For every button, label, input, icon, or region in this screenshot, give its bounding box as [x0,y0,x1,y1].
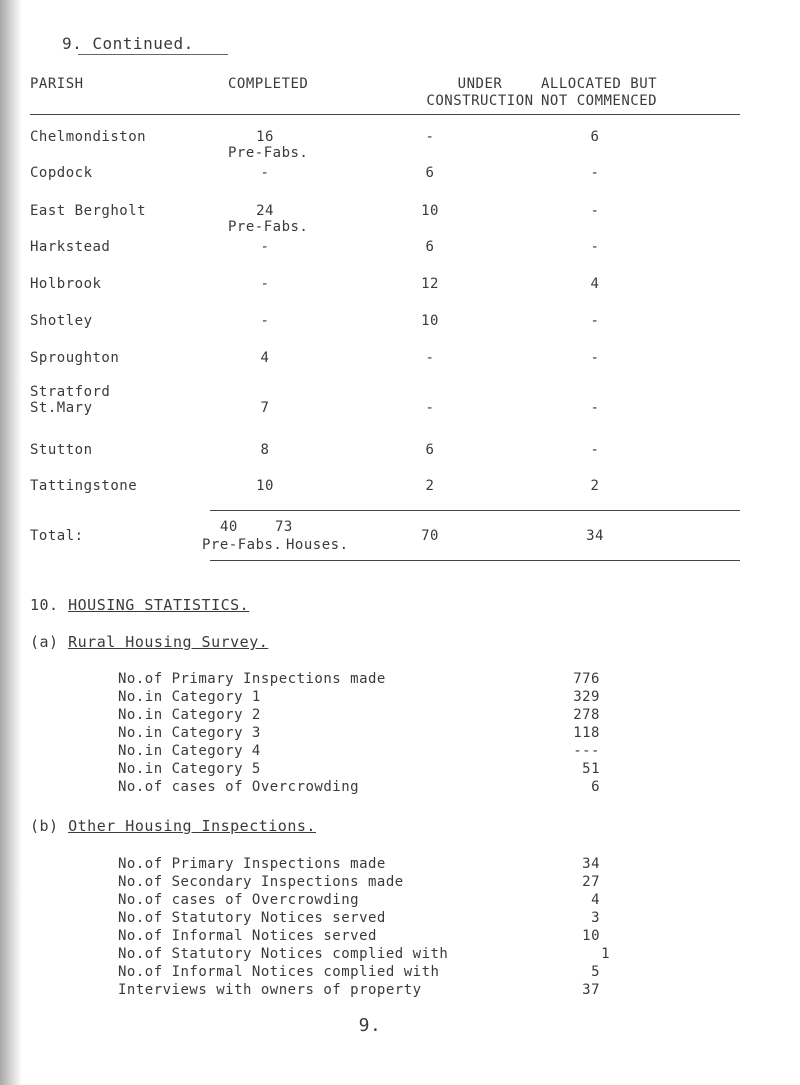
column-header-completed: COMPLETED [228,76,309,92]
row-parish: Holbrook [30,276,102,292]
list-item-text: No.of Informal Notices served [118,928,377,944]
row-completed: 10 [256,478,274,494]
total-allocated: 34 [586,528,604,544]
row-allocated: 6 [590,129,600,145]
row-allocated: 2 [590,478,600,494]
row-parish: Tattingstone [30,478,138,494]
row-completed: 24 [256,203,274,219]
row-allocated: - [590,165,600,181]
row-note: Pre-Fabs. [228,145,309,161]
total-prefabs-label: Pre-Fabs. [202,537,283,553]
list-item-value: 118 [573,725,600,741]
other-inspections-heading [30,817,316,835]
column-header-allocated-2: NOT COMMENCED [541,93,658,109]
row-under: 6 [425,239,435,255]
row-allocated: - [590,350,600,366]
row-under: 12 [421,276,439,292]
list-item-value: 34 [582,856,600,872]
total-prefabs-count: 40 [220,519,238,535]
row-allocated: - [590,313,600,329]
rural-survey-label: (a) [30,633,59,651]
list-item-text: No.of Statutory Notices complied with [118,946,449,962]
list-item-value: 329 [573,689,600,705]
total-top-rule [210,510,740,511]
row-under: - [425,350,435,366]
list-item-text: No.of Statutory Notices served [118,910,386,926]
list-item-text: No.in Category 4 [118,743,261,759]
row-allocated: - [590,400,600,416]
row-parish: St.Mary [30,400,93,416]
page-number: 9. [358,1015,382,1036]
row-under: 10 [421,313,439,329]
list-item-text: No.in Category 3 [118,725,261,741]
row-completed: - [260,239,270,255]
other-inspections-title: Other Housing Inspections. [68,817,316,835]
total-houses-label: Houses. [286,537,349,553]
row-completed: - [260,313,270,329]
list-item-text: No.of cases of Overcrowding [118,892,360,908]
list-item-text: No.in Category 2 [118,707,261,723]
list-item-value: 278 [573,707,600,723]
column-header-under-1: UNDER [457,76,503,92]
total-under: 70 [421,528,439,544]
list-item-value: 4 [591,892,600,908]
list-item-value: 5 [591,964,600,980]
column-header-parish: PARISH [30,76,84,92]
total-bottom-rule [210,560,740,561]
heading-underline [78,54,228,55]
row-parish: Shotley [30,313,93,329]
row-under: 6 [425,165,435,181]
row-under: 2 [425,478,435,494]
row-allocated: - [590,442,600,458]
column-header-allocated-1: ALLOCATED BUT [541,76,658,92]
list-item-value: 1 [601,946,610,962]
list-item-text: Interviews with owners of property [118,982,422,998]
list-item-text: No.of cases of Overcrowding [118,779,360,795]
total-label: Total: [30,528,84,544]
list-item-text: No.of Secondary Inspections made [118,874,404,890]
row-completed: 8 [260,442,270,458]
list-item-value: 776 [573,671,600,687]
list-item-value: 51 [582,761,600,777]
list-item-text: No.of Primary Inspections made [118,856,386,872]
rural-survey-heading [30,633,268,651]
row-completed: 7 [260,400,270,416]
row-under: 10 [421,203,439,219]
row-under: - [425,129,435,145]
section-10-heading [30,596,249,614]
row-parish: East Bergholt [30,203,147,219]
total-houses-count: 73 [275,519,293,535]
row-allocated: - [590,203,600,219]
row-completed: 16 [256,129,274,145]
row-completed: - [260,165,270,181]
row-allocated: 4 [590,276,600,292]
section-10-number: 10. [30,596,59,614]
list-item-value: 27 [582,874,600,890]
other-inspections-label: (b) [30,817,59,835]
header-rule [30,114,740,115]
row-under: - [425,400,435,416]
row-parish: Stutton [30,442,93,458]
row-parish: Stratford [30,384,111,400]
list-item-value: --- [573,743,600,759]
list-item-value: 10 [582,928,600,944]
row-parish: Harkstead [30,239,111,255]
column-header-under-2: CONSTRUCTION [426,93,534,109]
row-completed: - [260,276,270,292]
list-item-value: 3 [591,910,600,926]
list-item-value: 37 [582,982,600,998]
row-allocated: - [590,239,600,255]
row-note: Pre-Fabs. [228,219,309,235]
list-item-text: No.of Informal Notices complied with [118,964,440,980]
list-item-text: No.of Primary Inspections made [118,671,386,687]
list-item-text: No.in Category 5 [118,761,261,777]
list-item-value: 6 [591,779,600,795]
rural-survey-title: Rural Housing Survey. [68,633,269,651]
section-heading: 9. Continued. [62,34,194,53]
list-item-text: No.in Category 1 [118,689,261,705]
row-completed: 4 [260,350,270,366]
section-10-title: HOUSING STATISTICS. [68,596,250,614]
row-parish: Sproughton [30,350,120,366]
row-parish: Copdock [30,165,93,181]
row-under: 6 [425,442,435,458]
row-parish: Chelmondiston [30,129,147,145]
page-binding-shadow [0,0,22,1085]
